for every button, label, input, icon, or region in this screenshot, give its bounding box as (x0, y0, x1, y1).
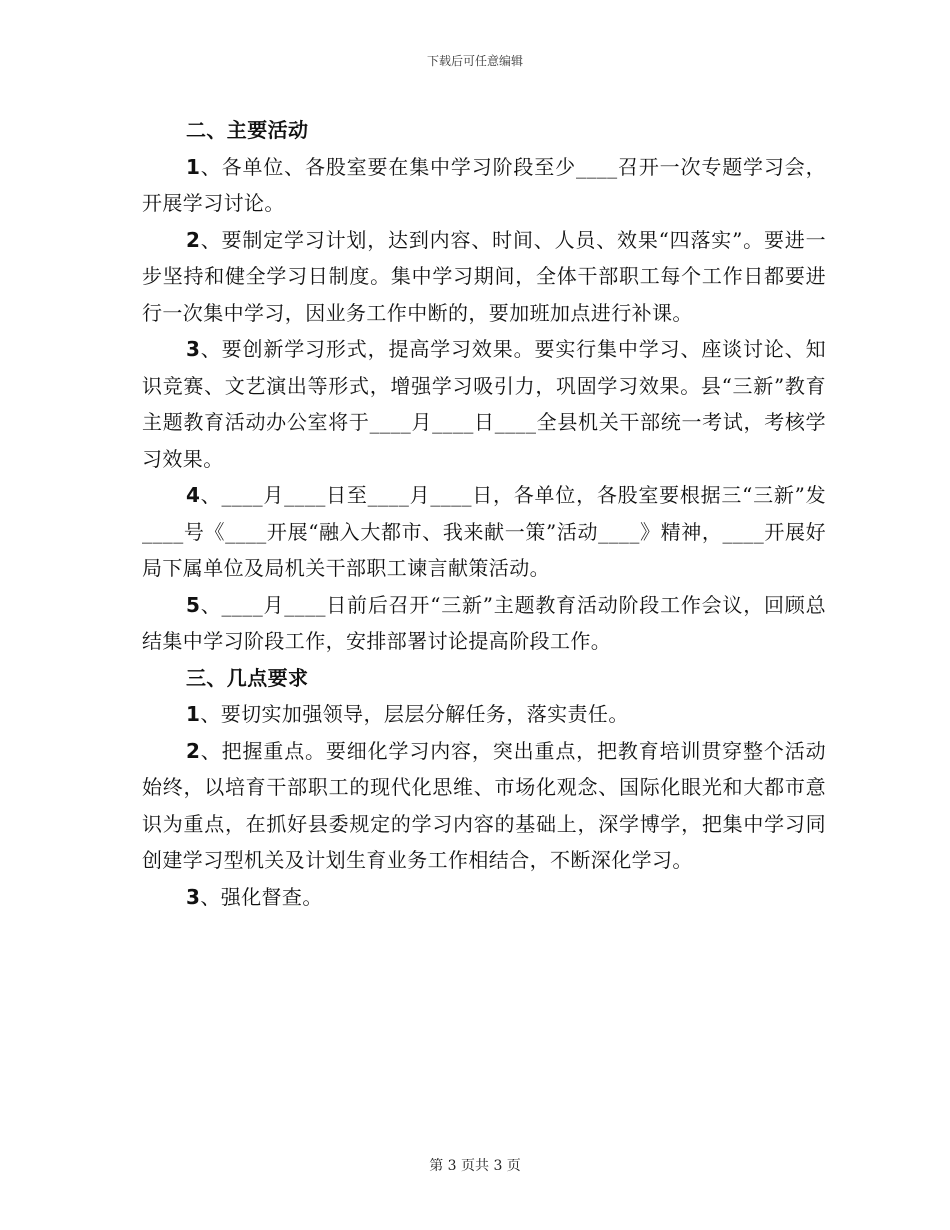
paragraph-number: 3 (186, 337, 201, 361)
paragraph-text: 、____月____日至____月____日，各单位，各股室要根据三“三新”发____号《____开展“融入大都市、我来献一策”活动____》精神，____开展好局下属单位及局机关干部职工谏言献策活动。 (142, 483, 826, 580)
paragraph-text: 、____月____日前后召开“三新”主题教育活动阶段工作会议，回顾总结集中学习阶段工作，安排部署讨论提高阶段工作。 (142, 592, 826, 653)
section-heading: 二、主要活动 (186, 118, 309, 142)
page-footer: 第 3 页共 3 页 (429, 1158, 521, 1174)
paragraph (142, 477, 826, 587)
section-requirements (142, 660, 826, 916)
paragraph-number: 2 (186, 738, 201, 763)
paragraph (142, 696, 826, 733)
paragraph-text: 、要切实加强领导，层层分解任务，落实责任。 (200, 702, 629, 726)
paragraph (142, 587, 826, 660)
paragraph (142, 222, 826, 332)
paragraph-number: 3 (186, 884, 201, 909)
paragraph-text: 、各单位、各股室要在集中学习阶段至少____召开一次专题学习会，开展学习讨论。 (142, 154, 826, 215)
paragraph-text: 、把握重点。要细化学习内容，突出重点，把教育培训贯穿整个活动始终，以培育干部职工的现代化思维、市场化观念、国际化眼光和大都市意识为重点，在抓好县委规定的学习内容的基础上，深学博学，把集中学习同创建学习型机关及计划生育业务工作相结合，不断深化学习。 (142, 738, 826, 872)
paragraph (142, 733, 826, 879)
paragraph (142, 331, 826, 477)
paragraph-text: 、强化督查。 (200, 884, 323, 909)
paragraph-number: 5 (186, 592, 201, 617)
paragraph (142, 149, 826, 222)
paragraph-text: 、要制定学习计划，达到内容、时间、人员、效果“四落实”。要进一步坚持和健全学习日制度。集中学习期间，全体干部职工每个工作日都要进行一次集中学习，因业务工作中断的，要加班加点进行补课。 (142, 227, 826, 325)
paragraph-number: 1 (186, 154, 201, 179)
paragraph-number: 1 (186, 702, 201, 726)
document-body (142, 112, 826, 915)
section-main-activities (142, 112, 826, 660)
section-heading: 三、几点要求 (186, 665, 309, 690)
page-header: 下载后可任意编辑 (426, 54, 523, 68)
paragraph (142, 879, 826, 916)
paragraph-number: 2 (186, 227, 201, 252)
paragraph-number: 4 (186, 483, 201, 507)
paragraph-text: 、要创新学习形式，提高学习效果。要实行集中学习、座谈讨论、知识竞赛、文艺演出等形式，增强学习吸引力，巩固学习效果。县“三新”教育主题教育活动办公室将于____月____日____全县机关干部统一考试，考核学习效果。 (142, 337, 826, 471)
